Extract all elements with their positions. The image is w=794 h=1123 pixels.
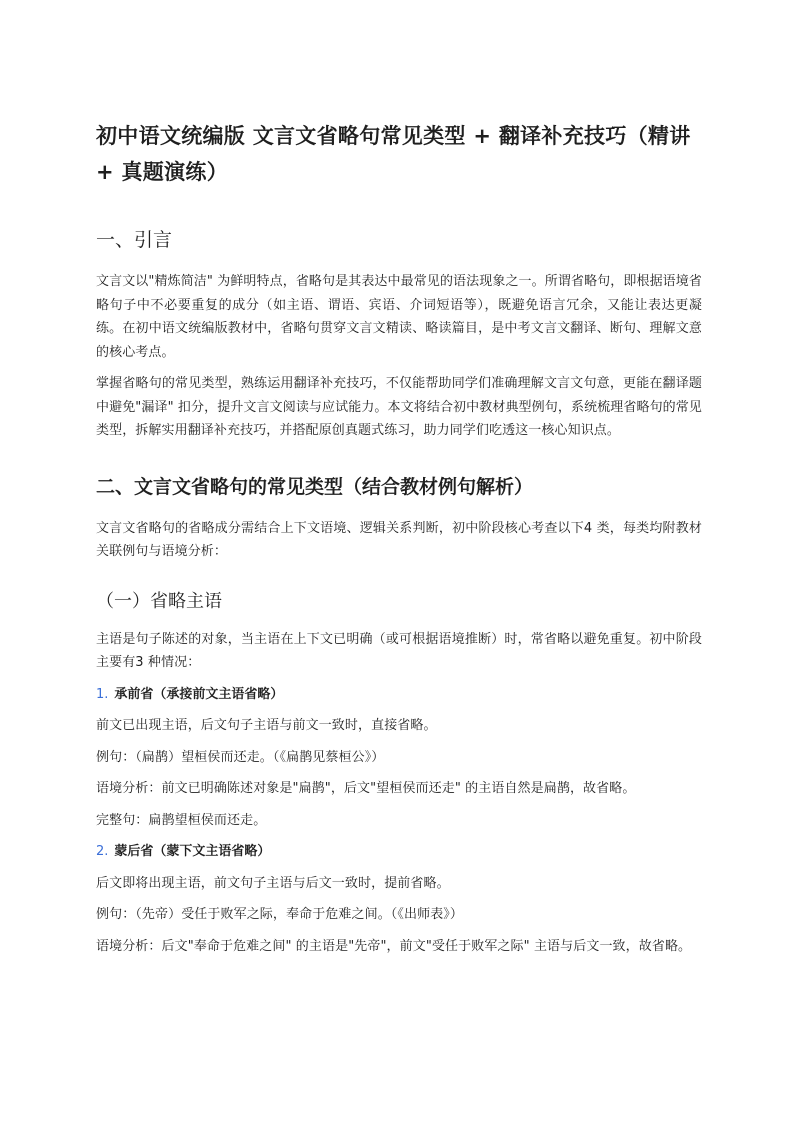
subsection-subject-omission-heading: （一）省略主语 — [96, 590, 222, 612]
section-intro-heading: 一、引言 — [96, 229, 173, 251]
section-types-heading: 二、文言文省略句的常见类型（结合教材例句解析） — [96, 475, 534, 498]
item-2-line-1: 后文即将出现主语，前文句子主语与后文一致时，提前省略。 — [96, 875, 450, 891]
list-item-heading — [96, 840, 702, 864]
types-paragraph-1: 文言文省略句的省略成分需结合上下文语境、逻辑关系判断，初中阶段核心考查以下4 类，每类均附教材关联例句与语境分析： — [96, 520, 702, 559]
list-item-number: 2. — [96, 844, 109, 859]
document-page — [96, 118, 702, 966]
item-2-analysis: 语境分析：后文"奉命于危难之间" 的主语是"先帝"，前文"受任于败军之际" 主语与后文一致，故省略。 — [96, 938, 692, 954]
intro-paragraph-1: 文言文以"精炼简洁" 为鲜明特点，省略句是其表达中最常见的语法现象之一。所谓省略句，即根据语境省略句子中不必要重复的成分（如主语、谓语、宾语、介词短语等），既避免语言冗余，又能让表达更凝练。在初中语文统编版教材中，省略句贯穿文言文精读、略读篇目，是中考文言文翻译、断句、理解文意的核心考点。 — [96, 274, 702, 360]
list-item-title: 蒙后省（蒙下文主语省略） — [114, 844, 271, 859]
subject-omission-intro: 主语是句子陈述的对象，当主语在上下文已明确（或可根据语境推断）时，常省略以避免重复。初中阶段主要有3 种情况： — [96, 631, 702, 670]
intro-paragraph-2: 掌握省略句的常见类型，熟练运用翻译补充技巧，不仅能帮助同学们准确理解文言文句意，更能在翻译题中避免"漏译" 扣分，提升文言文阅读与应试能力。本文将结合初中教材典型例句，系统梳理省略句的常见类型，拆解实用翻译补充技巧，并搭配原创真题式练习，助力同学们吃透这一核心知识点。 — [96, 376, 702, 438]
item-2-example: 例句：（先帝）受任于败军之际，奉命于危难之间。（《出师表》） — [96, 907, 464, 922]
item-1-example: 例句：（扁鹊）望桓侯而还走。（《扁鹊见蔡桓公》） — [96, 749, 385, 765]
document-title: 初中语文统编版 文言文省略句常见类型 + 翻译补充技巧（精讲 + 真题演练） — [96, 124, 691, 184]
list-item-number: 1. — [96, 686, 109, 702]
item-1-line-1: 前文已出现主语，后文句子主语与前文一致时，直接省略。 — [96, 718, 437, 733]
item-1-complete-sentence: 完整句：扁鹊望桓侯而还走。 — [96, 812, 267, 828]
list-item-heading — [96, 683, 702, 707]
list-item-title: 承前省（承接前文主语省略） — [114, 686, 284, 702]
item-1-analysis: 语境分析：前文已明确陈述对象是"扁鹊"，后文"望桓侯而还走" 的主语自然是扁鹊，故省略。 — [96, 781, 636, 796]
